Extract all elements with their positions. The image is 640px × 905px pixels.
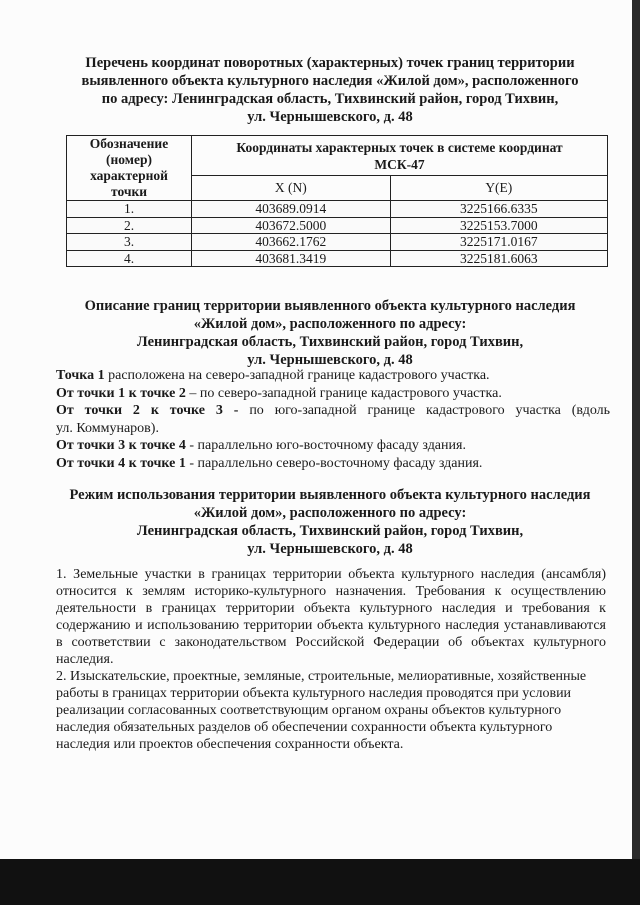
heading-line: Режим использования территории выявленного объекта культурного наследия (69, 487, 591, 503)
point-number: 4. (67, 250, 192, 267)
heading-line: по адресу: Ленинградская область, Тихвинский район, город Тихвин, (101, 91, 559, 107)
description-line: От точки 4 к точке 1 - параллельно северо-восточному фасаду здания. (56, 455, 483, 471)
scan-edge-right (632, 0, 640, 905)
point-number: 2. (67, 217, 192, 234)
point-number: 1. (67, 201, 192, 218)
boundary-description (56, 367, 610, 472)
boundary-description-heading (60, 297, 600, 369)
description-line: От точки 1 к точке 2 – по северо-западной границе кадастрового участка. (56, 385, 502, 401)
point-x: 403672.5000 (192, 217, 391, 234)
heading-line: Перечень координат поворотных (характерных) точек границ территории (85, 55, 575, 71)
heading-line: ул. Чернышевского, д. 48 (247, 352, 413, 368)
heading-line: Описание границ территории выявленного объекта культурного наследия (84, 298, 576, 314)
heading-line: ул. Чернышевского, д. 48 (247, 109, 413, 125)
heading-line: выявленного объекта культурного наследия «Жилой дом», расположенного (81, 73, 579, 89)
header-point-designation: Обозначение (номер) характерной точки (67, 136, 192, 201)
table-row (67, 250, 608, 267)
coordinates-list-heading (60, 54, 600, 126)
description-line: От точки 3 к точке 4 - параллельно юго-восточному фасаду здания. (56, 438, 466, 453)
point-y: 3225181.6063 (390, 250, 607, 267)
point-number: 3. (67, 234, 192, 251)
heading-line: Ленинградская область, Тихвинский район, город Тихвин, (136, 334, 524, 350)
point-y: 3225171.0167 (390, 234, 607, 251)
regime-item-2: 2. Изыскательские, проектные, земляные, строительные, мелиоративные, хозяйственные работы в границах территории объекта культурного наследия проводятся при условии реализации согласованных соответствующим органом охраны объектов культурного наследия обязательных разделов об обеспечении сохранности объекта культурного наследия или проектов обеспечения сохранности объекта. (56, 669, 587, 752)
regime-item-1: 1. Земельные участки в границах территории объекта культурного наследия (ансамбля) относится к землям историко-культурного назначения. Требования к осуществлению деятельности в границах территории объекта культурного наследия и требования к содержанию и использованию территории объекта культурного наследия устанавливаются в соответствии с законодательством Российской Федерации об объектах культурного наследия. (56, 567, 606, 667)
header-x: X (N) (192, 176, 391, 201)
point-x: 403681.3419 (192, 250, 391, 267)
point-x: 403662.1762 (192, 234, 391, 251)
description-line: Точка 1 расположена на северо-западной границе кадастрового участка. (56, 368, 490, 383)
usage-regime-text (56, 566, 606, 753)
point-y: 3225153.7000 (390, 217, 607, 234)
coordinates-table (66, 135, 608, 267)
point-y: 3225166.6335 (390, 201, 607, 218)
heading-line: Ленинградская область, Тихвинский район, город Тихвин, (136, 523, 524, 539)
description-line: От точки 2 к точке 3 - по юго-западной границе кадастрового участка (вдоль (56, 403, 611, 418)
scan-edge-bottom (0, 859, 640, 905)
header-y: Y(E) (390, 176, 607, 201)
usage-regime-heading (60, 486, 600, 558)
point-x: 403689.0914 (192, 201, 391, 218)
table-row (67, 217, 608, 234)
heading-line: «Жилой дом», расположенного по адресу: (193, 316, 467, 332)
heading-line: ул. Чернышевского, д. 48 (247, 541, 413, 557)
table-row (67, 201, 608, 218)
header-coordinates: Координаты характерных точек в системе координат МСК-47 (192, 136, 608, 176)
table-row (67, 234, 608, 251)
heading-line: «Жилой дом», расположенного по адресу: (193, 505, 467, 521)
description-line: ул. Коммунаров). (56, 420, 159, 436)
